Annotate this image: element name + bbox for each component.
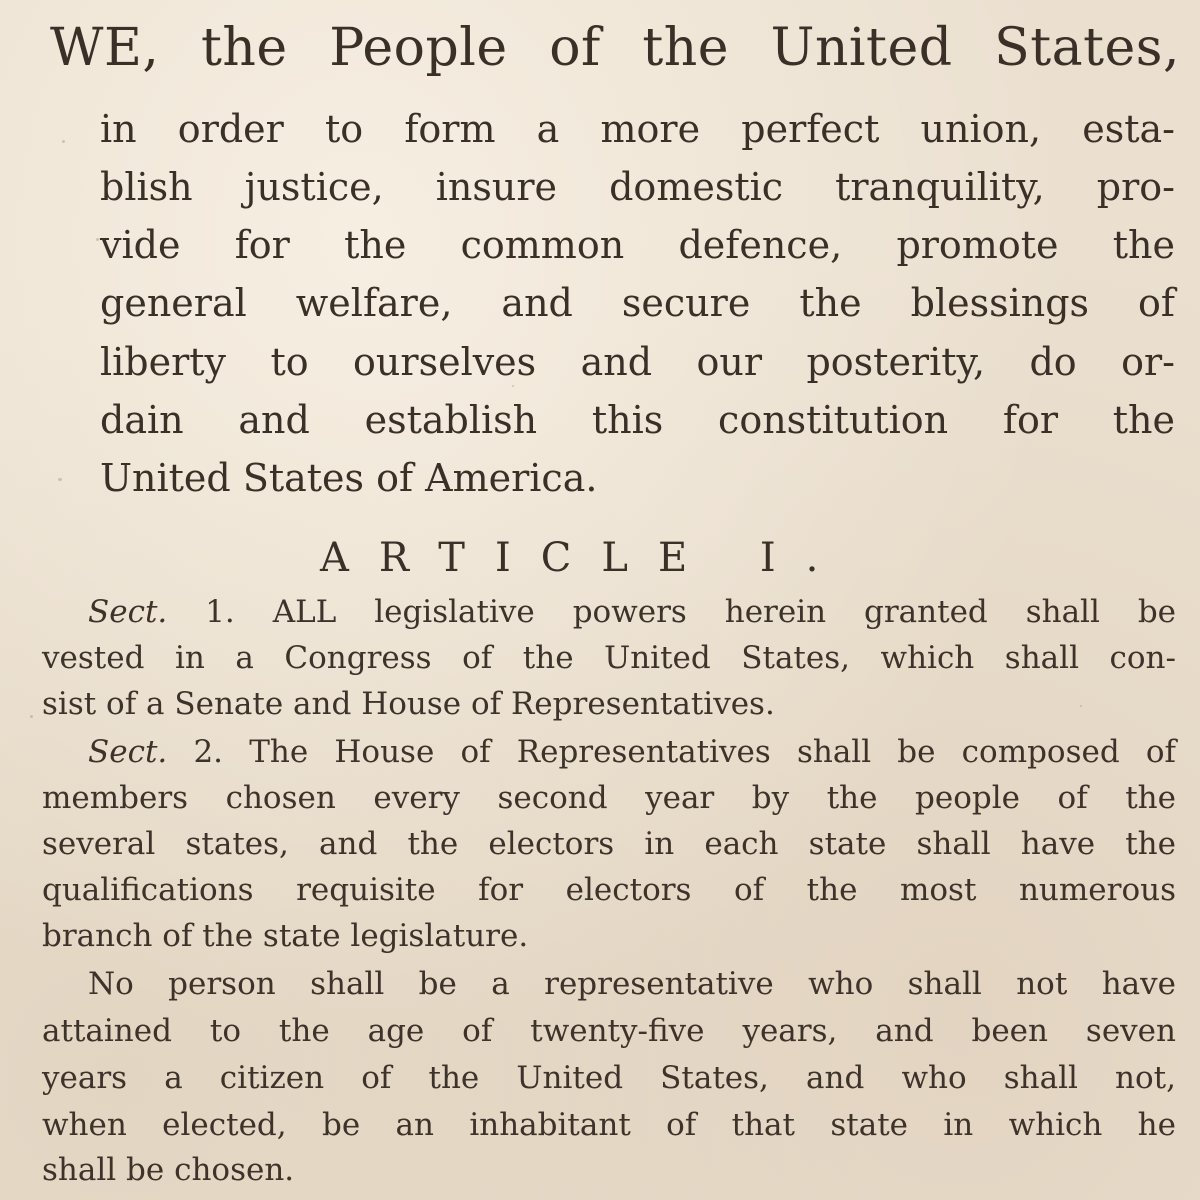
paper-speck bbox=[62, 140, 65, 143]
paragraph-first-line: No person shall be a representative who shall not have bbox=[88, 966, 1176, 1002]
body-line: branch of the state legislature. bbox=[42, 918, 529, 954]
section-number: 1. bbox=[205, 594, 235, 630]
preamble-line: liberty to ourselves and our posterity, do or- bbox=[100, 340, 1175, 384]
preamble-line: in order to form a more perfect union, esta- bbox=[100, 107, 1175, 151]
section-text: The House of Representatives shall be composed of bbox=[249, 734, 1177, 770]
body-line: several states, and the electors in each state shall have the bbox=[42, 826, 1176, 862]
body-line: years a citizen of the United States, and who shall not, bbox=[42, 1060, 1176, 1096]
body-line: attained to the age of twenty-five years, and been seven bbox=[42, 1013, 1176, 1049]
paper-speck bbox=[30, 715, 33, 718]
section-label: Sect. bbox=[88, 594, 168, 630]
body-line: vested in a Congress of the United States, which shall con- bbox=[42, 640, 1176, 676]
body-line: members chosen every second year by the people of the bbox=[42, 780, 1176, 816]
body-line: shall be chosen. bbox=[42, 1152, 295, 1188]
section-label: Sect. bbox=[88, 734, 168, 770]
section-1-first-line bbox=[88, 594, 1177, 630]
section-text: ALL legislative powers herein granted shall be bbox=[272, 594, 1177, 630]
preamble-line: blish justice, insure domestic tranquility, pro- bbox=[100, 165, 1175, 209]
preamble-first-line: WE, the People of the United States, bbox=[50, 18, 1180, 78]
preamble-line: vide for the common defence, promote the bbox=[100, 223, 1175, 267]
paper-speck bbox=[96, 238, 99, 241]
preamble-line: dain and establish this constitution for the bbox=[100, 398, 1175, 442]
body-line: sist of a Senate and House of Representatives. bbox=[42, 686, 775, 722]
body-line: when elected, be an inhabitant of that state in which he bbox=[42, 1107, 1176, 1143]
paper-speck bbox=[58, 478, 62, 481]
section-2-first-line bbox=[88, 734, 1177, 770]
preamble-line: United States of America. bbox=[100, 456, 598, 500]
paper-speck bbox=[512, 385, 514, 387]
body-line: qualifications requisite for electors of the most numerous bbox=[42, 872, 1176, 908]
section-number: 2. bbox=[193, 734, 224, 770]
article-heading: ARTICLE I. bbox=[320, 535, 849, 581]
preamble-line: general welfare, and secure the blessings of bbox=[100, 281, 1175, 325]
